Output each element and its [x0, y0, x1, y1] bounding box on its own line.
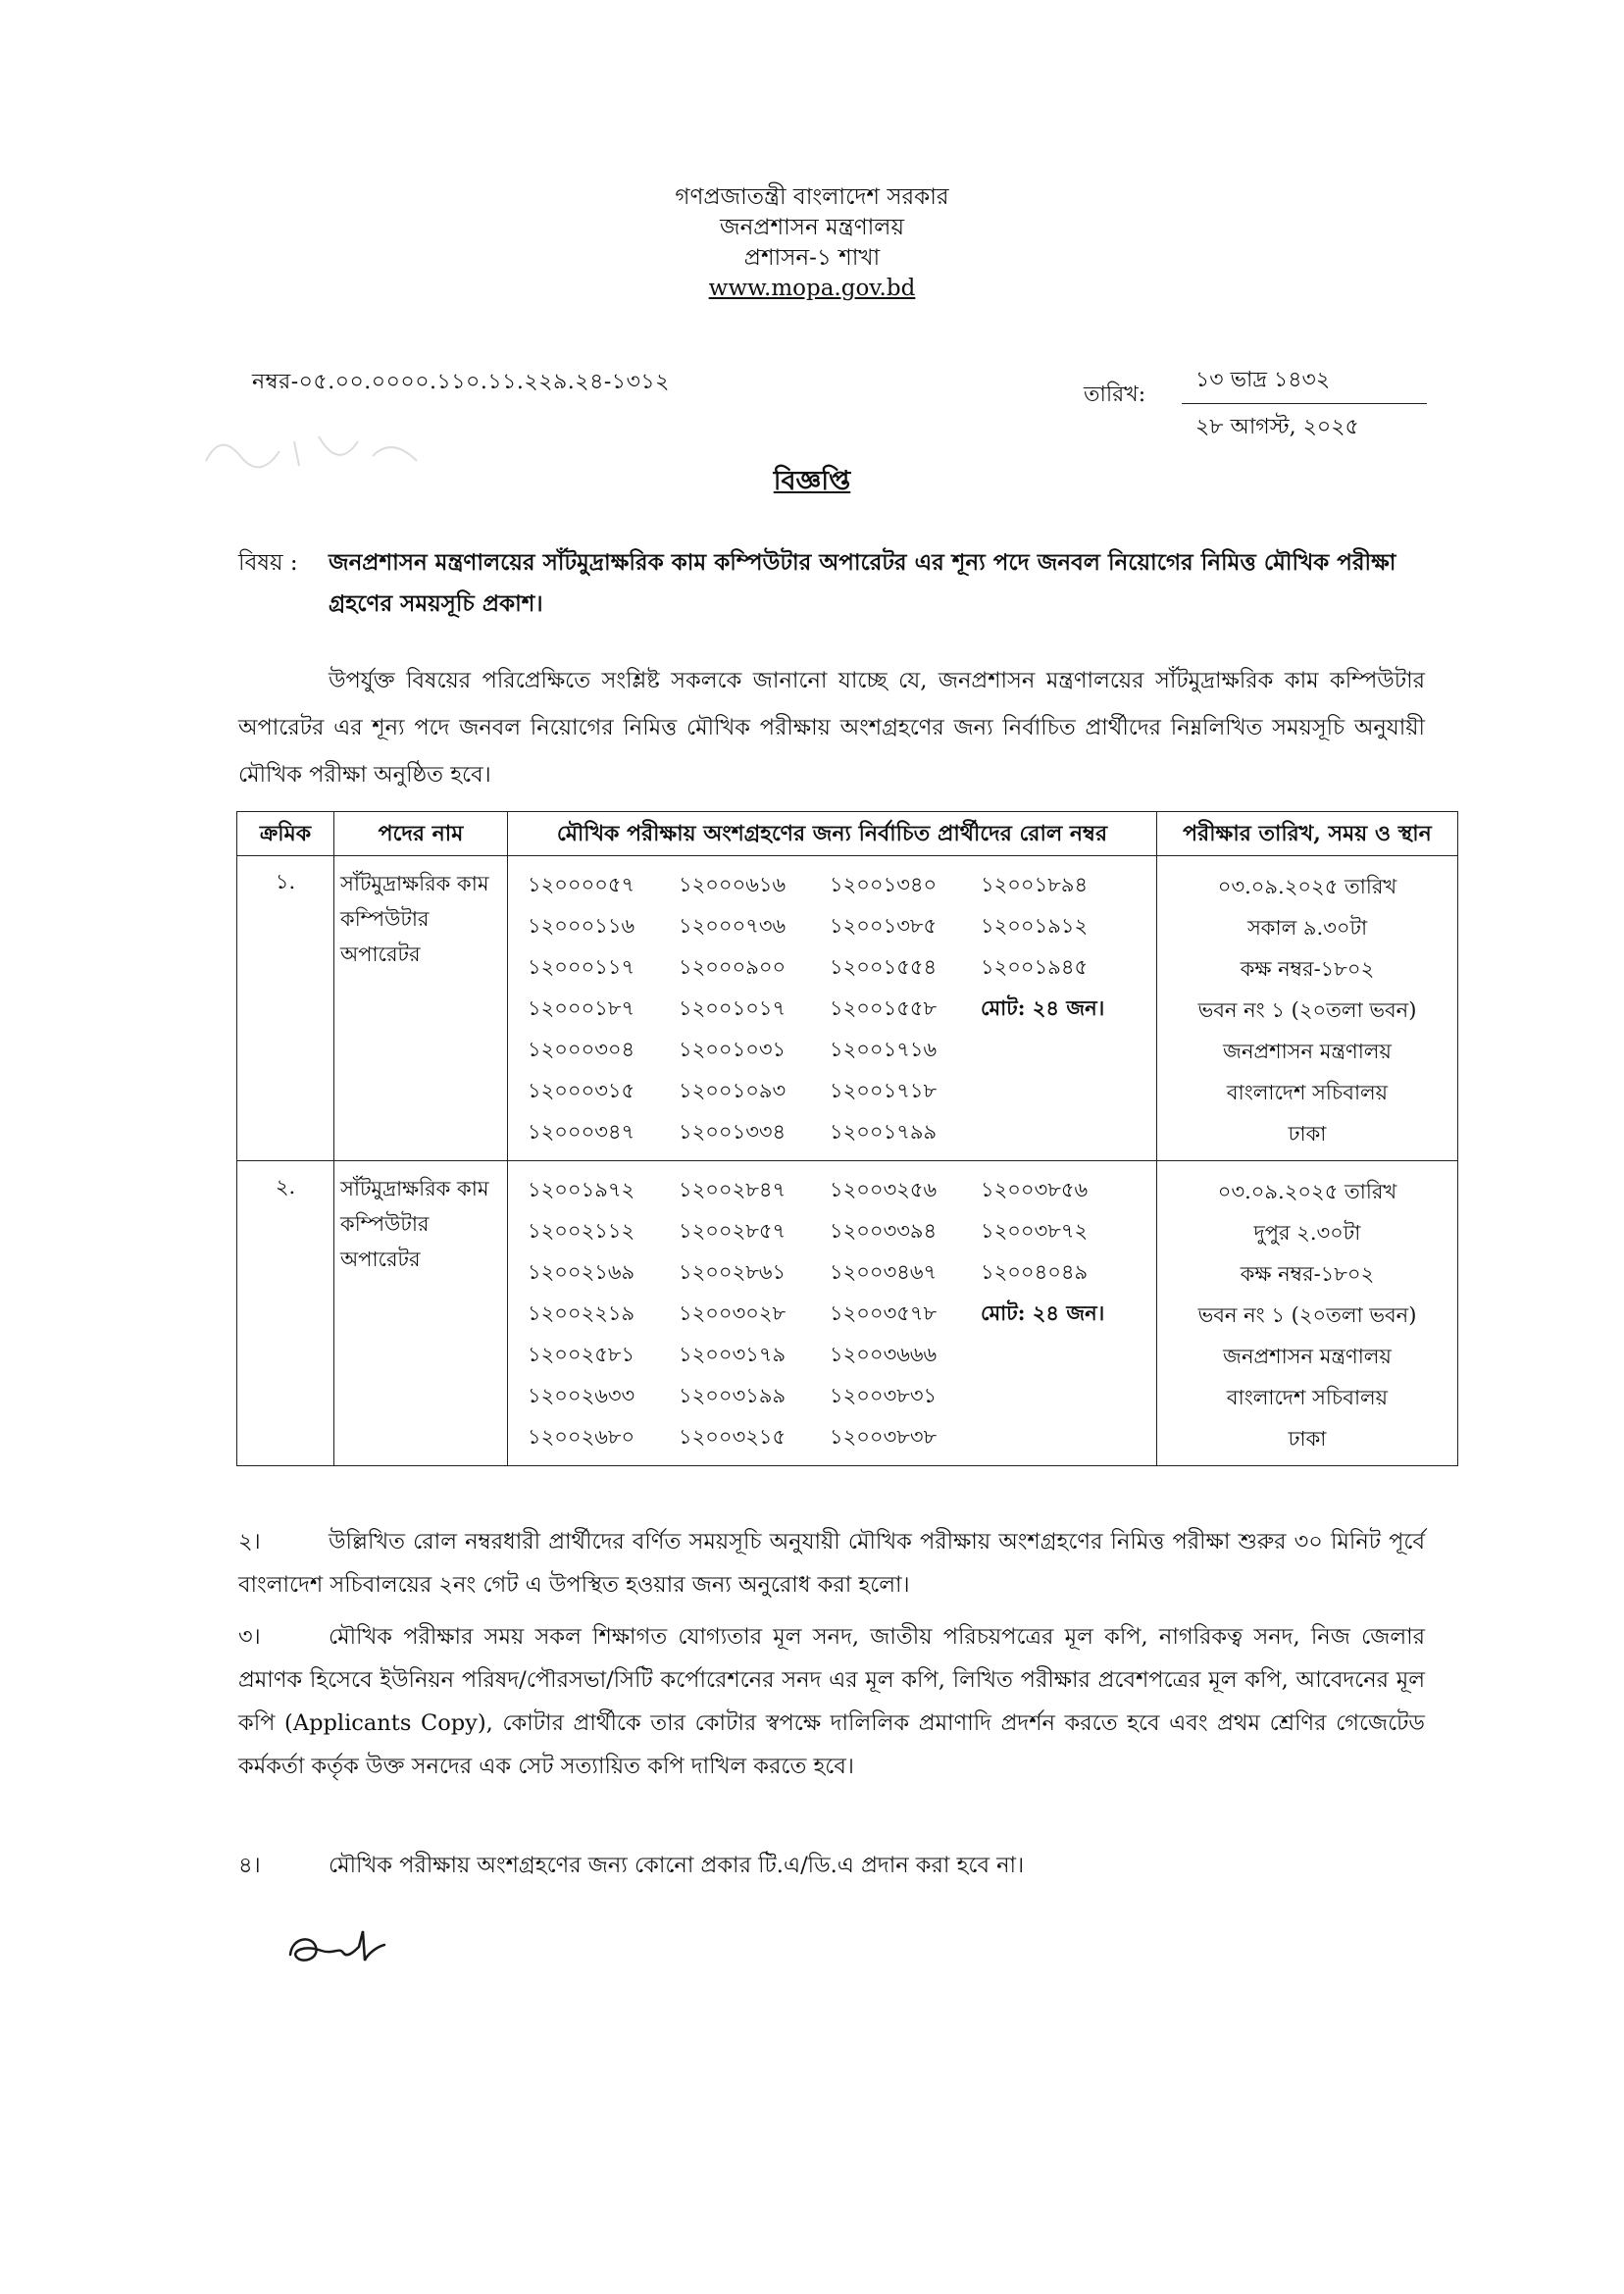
roll-number: ১২০০১৫৫৪ — [830, 955, 938, 979]
row-rolls — [508, 1161, 1157, 1466]
schedule-table — [236, 811, 1458, 1466]
roll-total: মোট: ২৪ জন। — [981, 995, 1105, 1020]
roll-number: ১২০০৩৮৫৬ — [981, 1178, 1089, 1201]
roll-number: ১২০০২৫৮১ — [528, 1343, 635, 1366]
header-rolls: মৌখিক পরীক্ষায় অংশগ্রহণের জন্য নির্বাচিত প্রার্থীদের রোল নম্বর — [508, 812, 1157, 856]
paragraph-2 — [238, 1520, 1425, 1606]
roll-number — [981, 1113, 1132, 1150]
roll-number: ১২০০৩৩৯৪ — [830, 1219, 938, 1243]
venue-ministry: জনপ্রশাসন মন্ত্রণালয় — [1223, 1040, 1392, 1063]
roll-number: ১২০০০৩৪৭ — [528, 1120, 635, 1144]
date-gregorian: ২৮ আগস্ট, ২০২৫ — [1195, 415, 1359, 439]
letterhead — [0, 182, 1624, 304]
venue-city: ঢাকা — [1288, 1122, 1327, 1146]
date-label: তারিখ: — [1084, 382, 1146, 407]
paragraph-number: ৩। — [238, 1624, 261, 1650]
roll-number: ১২০০২১১২ — [528, 1219, 635, 1243]
subject-label: বিষয় : — [238, 550, 298, 576]
row-serial: ১. — [237, 856, 334, 1161]
row-serial: ২. — [237, 1161, 334, 1466]
roll-number: ১২০০২৬৩৩ — [528, 1384, 635, 1407]
roll-number: ১২০০৩২১৫ — [679, 1425, 787, 1449]
venue-building: ভবন নং ১ (২০তলা ভবন) — [1197, 998, 1417, 1022]
paragraph-text: উল্লিখিত রোল নম্বরধারী প্রার্থীদের বর্ণিত সময়সূচি অনুযায়ী মৌখিক পরীক্ষায় অংশগ্রহণের নিমিত্ত পরীক্ষা শুরুর ৩০ মিনিট পূর্বে বাংলাদেশ সচিবালয়ের ২নং গেট এ উপস্থিত হওয়ার জন্য অনুরোধ করা হলো। — [238, 1529, 1425, 1598]
roll-number: ১২০০০৬১৬ — [679, 873, 787, 896]
venue-time: দুপুর ২.৩০টা — [1253, 1221, 1361, 1245]
roll-number: ১২০০১০৩১ — [679, 1038, 787, 1061]
paragraph-text: মৌখিক পরীক্ষায় অংশগ্রহণের জন্য কোনো প্রকার টি.এ/ডি.এ প্রদান করা হবে না। — [329, 1853, 1025, 1878]
roll-number — [981, 1336, 1132, 1373]
roll-number: ১২০০০১৮৭ — [528, 996, 635, 1020]
row-venue — [1157, 856, 1458, 1161]
roll-number: ১২০০১৯৭২ — [528, 1178, 635, 1201]
roll-number: ১২০০১৮৯৪ — [981, 873, 1089, 896]
roll-number — [981, 1418, 1132, 1455]
date-bangla: ১৩ ভাদ্র ১৪৩২ — [1182, 363, 1427, 404]
roll-number: ১২০০১৩৩৪ — [679, 1120, 787, 1144]
roll-grid — [514, 1171, 1150, 1455]
table-row — [237, 1161, 1458, 1466]
roll-number: ১২০০২৮৪৭ — [679, 1178, 787, 1201]
roll-number: ১২০০৩৮৭২ — [981, 1219, 1089, 1243]
subject-line — [238, 542, 1430, 625]
header-serial: ক্রমিক — [237, 812, 334, 856]
roll-number — [981, 1072, 1132, 1109]
roll-number: ১২০০০০৫৭ — [528, 873, 635, 896]
roll-number: ১২০০১০৯৩ — [679, 1079, 787, 1102]
roll-number: ১২০০৩৮৩১ — [830, 1384, 938, 1407]
row-venue — [1157, 1161, 1458, 1466]
roll-number: ১২০০১৩৮৫ — [830, 914, 938, 938]
roll-number: ১২০০০৩১৫ — [528, 1079, 635, 1102]
paragraph-4 — [238, 1844, 1425, 1887]
roll-number: ১২০০২৮৫৭ — [679, 1219, 787, 1243]
paragraph-number: ৪। — [238, 1853, 261, 1878]
venue-secretariat: বাংলাদেশ সচিবালয় — [1226, 1081, 1389, 1104]
roll-number: ১২০০১৯৪৫ — [981, 955, 1089, 979]
roll-number: ১২০০৩৬৬৬ — [830, 1343, 938, 1366]
venue-date: ০৩.০৯.২০২৫ তারিখ — [1217, 1180, 1397, 1203]
subject-text: জনপ্রশাসন মন্ত্রণালয়ের সাঁটমুদ্রাক্ষরিক কাম কম্পিউটার অপারেটর এর শূন্য পদে জনবল নিয়োগের নিমিত্ত মৌখিক পরীক্ষা গ্রহণের সময়সূচি প্রকাশ। — [329, 549, 1396, 617]
roll-grid — [514, 866, 1150, 1150]
roll-total: মোট: ২৪ জন। — [981, 1300, 1105, 1325]
venue-room: কক্ষ নম্বর-১৮০২ — [1240, 957, 1375, 981]
roll-number: ১২০০১৩৪০ — [830, 873, 938, 896]
venue-ministry: জনপ্রশাসন মন্ত্রণালয় — [1223, 1345, 1392, 1368]
roll-number: ১২০০২৬৮০ — [528, 1425, 635, 1449]
table-row — [237, 856, 1458, 1161]
row-post: সাঁটমুদ্রাক্ষরিক কাম কম্পিউটার অপারেটর — [334, 856, 508, 1161]
paragraph-3 — [238, 1615, 1425, 1788]
roll-number: ১২০০১৭১৮ — [830, 1079, 938, 1102]
roll-number: ১২০০০১১৬ — [528, 914, 635, 938]
roll-number: ১২০০১৫৫৮ — [830, 996, 938, 1020]
row-post: সাঁটমুদ্রাক্ষরিক কাম কম্পিউটার অপারেটর — [334, 1161, 508, 1466]
govt-name: গণপ্রজাতন্ত্রী বাংলাদেশ সরকার — [675, 184, 949, 210]
venue-time: সকাল ৯.৩০টা — [1246, 916, 1368, 940]
roll-number: ১২০০২৮৬১ — [679, 1260, 787, 1284]
venue-secretariat: বাংলাদেশ সচিবালয় — [1226, 1386, 1389, 1409]
venue-building: ভবন নং ১ (২০তলা ভবন) — [1197, 1303, 1417, 1327]
roll-number: ১২০০০৩০৪ — [528, 1038, 635, 1061]
roll-number: ১২০০৩০২৮ — [679, 1301, 787, 1325]
roll-number: ১২০০১০১৭ — [679, 996, 787, 1020]
roll-number — [981, 1377, 1132, 1414]
roll-number — [981, 1031, 1132, 1068]
venue-city: ঢাকা — [1288, 1427, 1327, 1451]
roll-number: ১২০০৩৪৬৭ — [830, 1260, 938, 1284]
ministry-name: জনপ্রশাসন মন্ত্রণালয় — [720, 215, 904, 240]
roll-number: ১২০০০১১৭ — [528, 955, 635, 979]
roll-number: ১২০০১৭১৬ — [830, 1038, 938, 1061]
venue-room: কক্ষ নম্বর-১৮০২ — [1240, 1262, 1375, 1286]
roll-number: ১২০০৩১৯৯ — [679, 1384, 787, 1407]
header-venue: পরীক্ষার তারিখ, সময় ও স্থান — [1157, 812, 1458, 856]
row-rolls — [508, 856, 1157, 1161]
website-link[interactable]: www.mopa.gov.bd — [708, 276, 916, 301]
table-header-row — [237, 812, 1458, 856]
intro-paragraph: উপর্যুক্ত বিষয়ের পরিপ্রেক্ষিতে সংশ্লিষ্ট সকলকে জানানো যাচ্ছে যে, জনপ্রশাসন মন্ত্রণালয়ের সাঁটমুদ্রাক্ষরিক কাম কম্পিউটার অপারেটর এর শূন্য পদে জনবল নিয়োগের নিমিত্ত মৌখিক পরীক্ষায় অংশগ্রহণের জন্য নির্বাচিত প্রার্থীদের নিম্নলিখিত সময়সূচি অনুযায়ী মৌখিক পরীক্ষা অনুষ্ঠিত হবে। — [238, 668, 1425, 788]
roll-number: ১২০০৩১৭৯ — [679, 1343, 787, 1366]
roll-number: ১২০০২১৬৯ — [528, 1260, 635, 1284]
roll-number: ১২০০৩২৫৬ — [830, 1178, 938, 1201]
paragraph-number: ২। — [238, 1529, 261, 1555]
roll-number: ১২০০৩৮৩৮ — [830, 1425, 938, 1449]
roll-number: ১২০০০৭৩৬ — [679, 914, 787, 938]
memo-number: নম্বর-০৫.০০.০০০০.১১০.১১.২২৯.২৪-১৩১২ — [252, 370, 670, 394]
branch-name: প্রশাসন-১ শাখা — [743, 245, 881, 271]
roll-number: ১২০০৪০৪৯ — [981, 1260, 1089, 1284]
roll-number: ১২০০১৯১২ — [981, 914, 1089, 938]
signature-icon — [282, 1917, 390, 1976]
paragraph-text: মৌখিক পরীক্ষার সময় সকল শিক্ষাগত যোগ্যতার মূল সনদ, জাতীয় পরিচয়পত্রের মূল কপি, নাগরিকত্ব সনদ, নিজ জেলার প্রমাণক হিসেবে ইউনিয়ন পরিষদ/পৌরসভা/সিটি কর্পোরেশনের সনদ এর মূল কপি, লিখিত পরীক্ষার প্রবেশপত্রের মূল কপি, আবেদনের মূল কপি (Applicants Copy), কোটার প্রার্থীকে তার কোটার স্বপক্ষে দালিলিক প্রমাণাদি প্রদর্শন করতে হবে এবং প্রথম শ্রেণির গেজেটেড কর্মকর্তা কর্তৃক উক্ত সনদের এক সেট সত্যায়িত কপি দাখিল করতে হবে। — [238, 1624, 1425, 1779]
date-block — [1182, 363, 1427, 446]
venue-date: ০৩.০৯.২০২৫ তারিখ — [1217, 875, 1397, 898]
roll-number: ১২০০০৯০০ — [679, 955, 787, 979]
roll-number: ১২০০২২১৯ — [528, 1301, 635, 1325]
roll-number: ১২০০১৭৯৯ — [830, 1120, 938, 1144]
notice-title: বিজ্ঞপ্তি — [773, 466, 851, 496]
header-post: পদের নাম — [334, 812, 508, 856]
roll-number: ১২০০৩৫৭৮ — [830, 1301, 938, 1325]
